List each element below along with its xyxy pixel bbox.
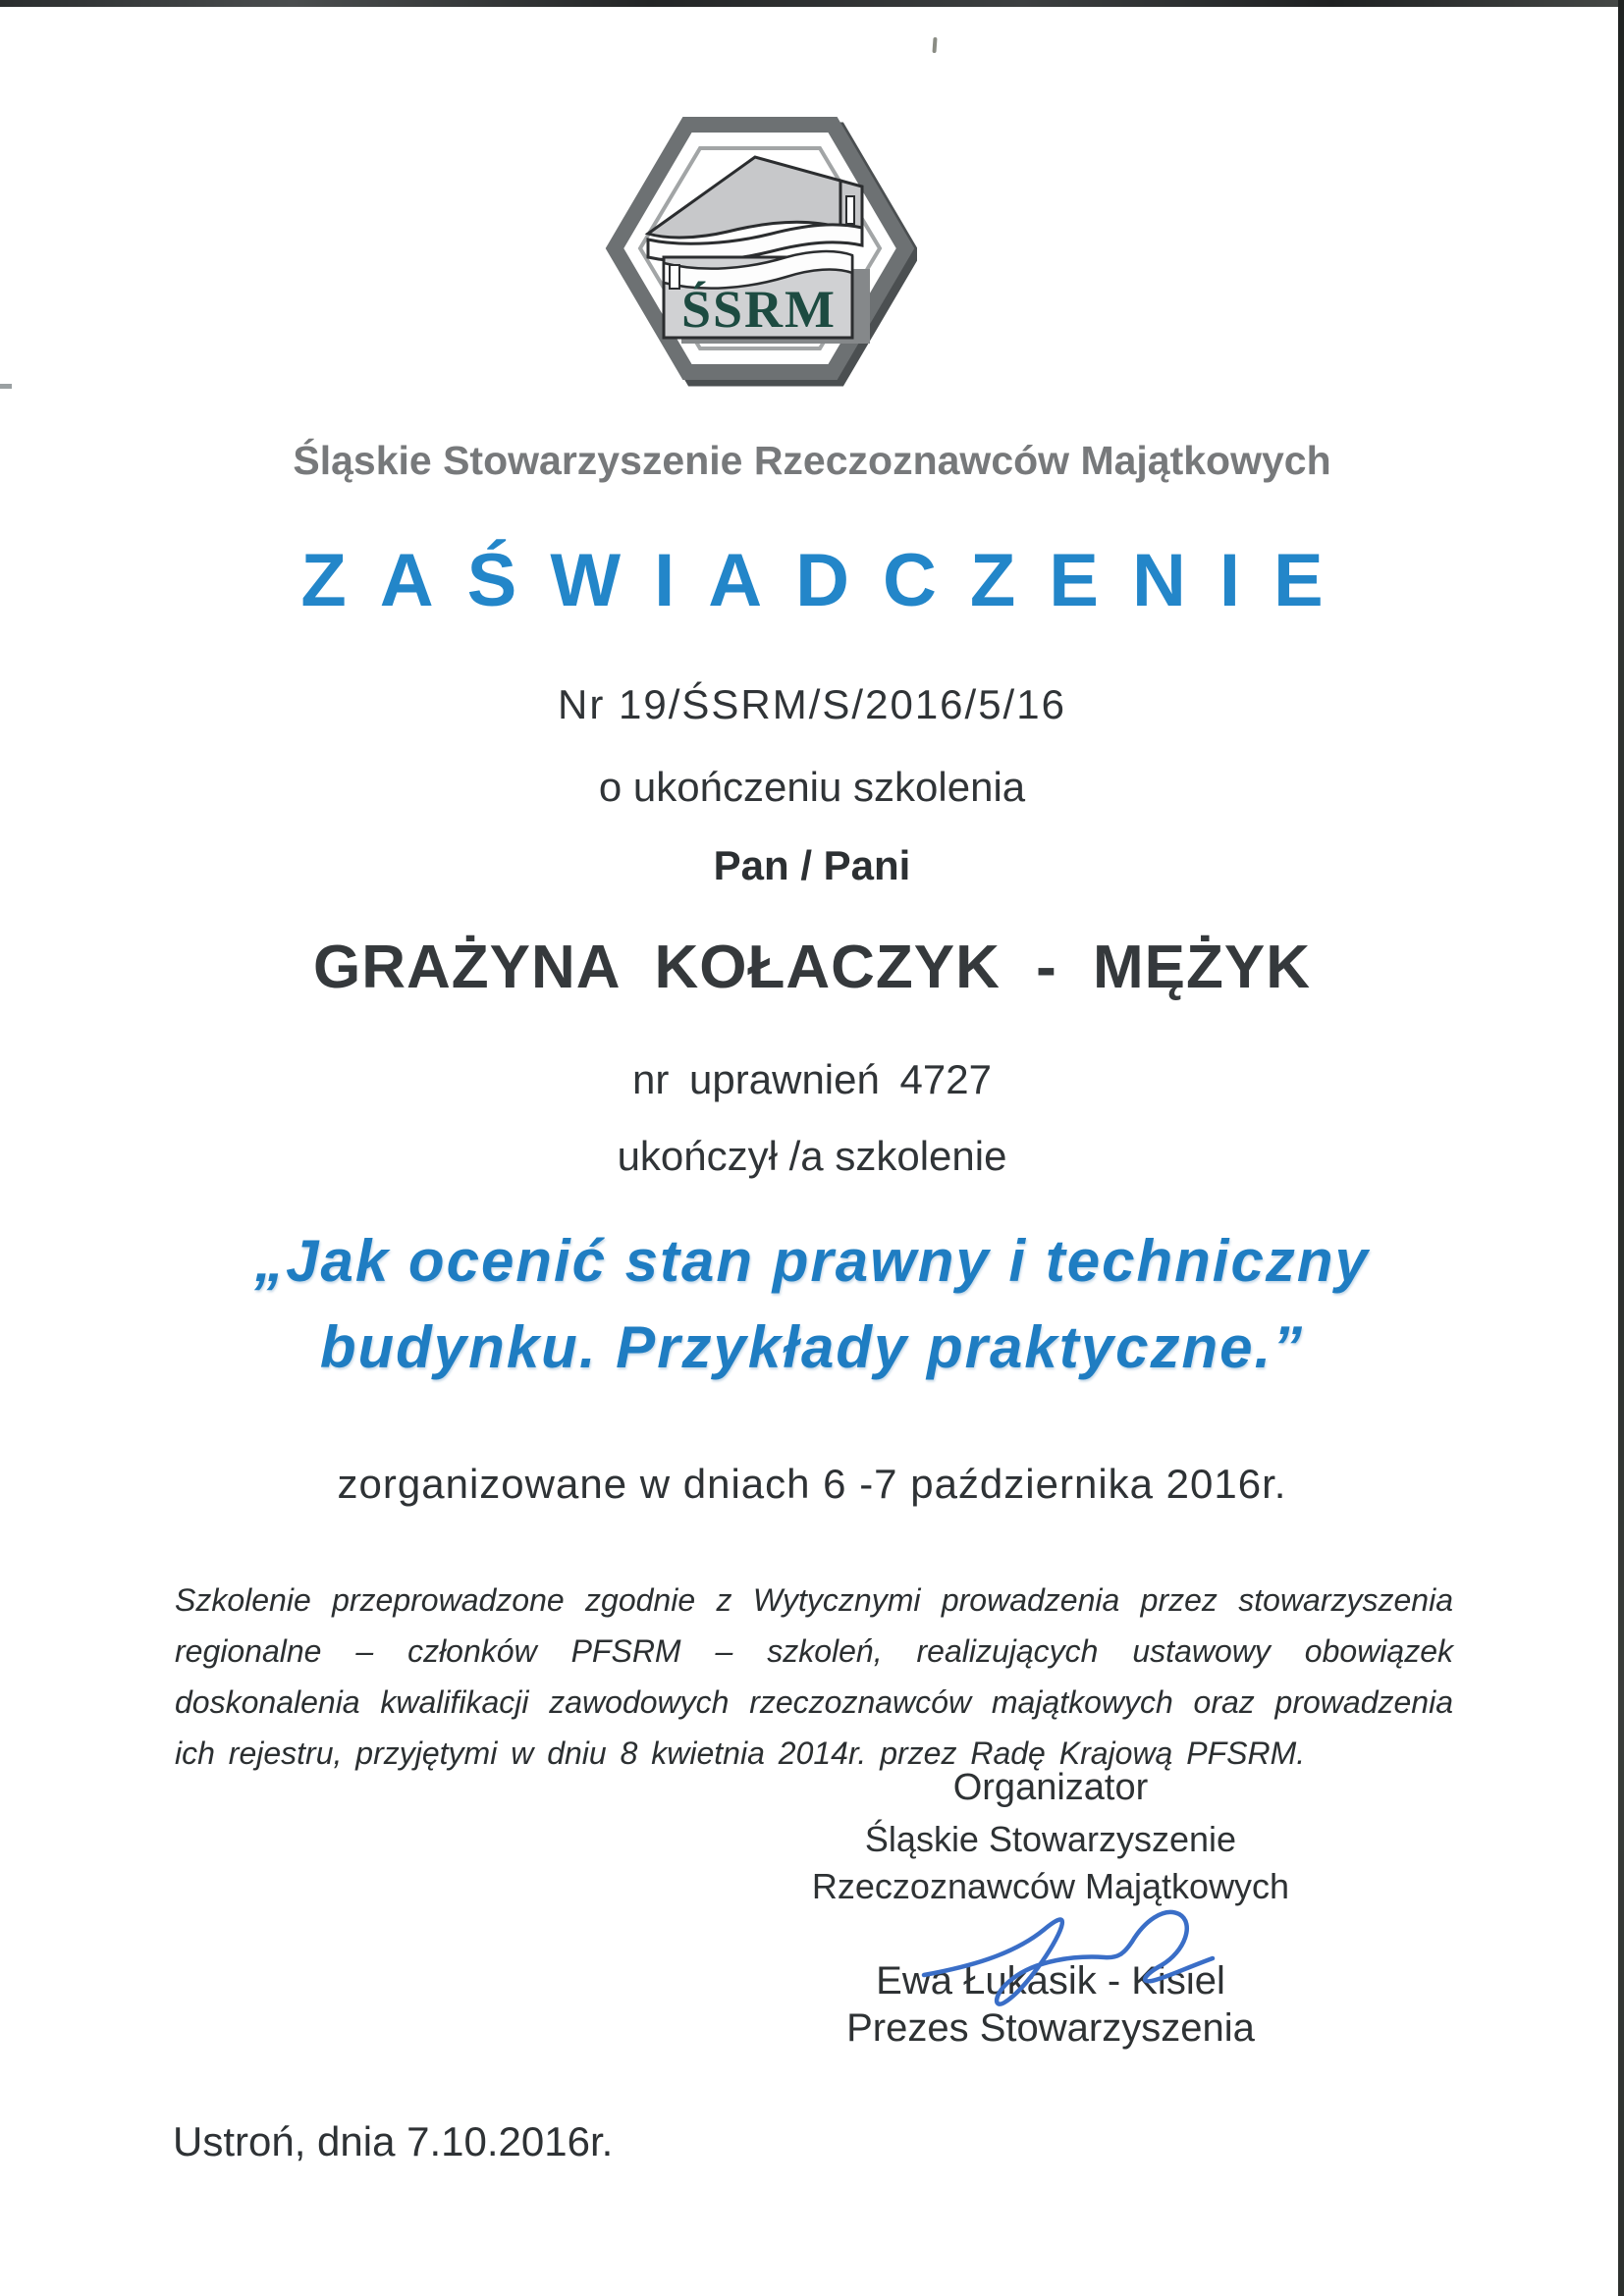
course-title-line2: budynku. Przykłady praktyczne.” (319, 1314, 1305, 1380)
signature-icon (918, 1896, 1242, 2014)
certificate-title: ZAŚWIADCZENIE (300, 539, 1357, 622)
certificate-number: Nr 19/ŚSRM/S/2016/5/16 (558, 681, 1066, 727)
scan-edge-top (0, 0, 1624, 7)
handwritten-signature (918, 1896, 1242, 2016)
legal-note: Szkolenie przeprowadzone zgodnie z Wytycznymi prowadzenia przez stowarzyszenia regionalne – członków PFSRM – szkoleń, realizujących ustawowy obowiązek doskonalenia kwalifikacji zawodowych rzeczoznawców majątkowych oraz prowadzenia ich rejestru, przyjętymi w dniu 8 kwietnia 2014r. przez Radę Krajową PFSRM. (175, 1582, 1453, 1771)
completed-line: ukończył /a szkolenie (617, 1133, 1007, 1179)
organizer-label: Organizator (952, 1767, 1149, 1808)
salutation: Pan / Pani (713, 842, 911, 888)
logo-acronym: ŚSRM (680, 280, 838, 339)
signer-title: Prezes Stowarzyszenia (846, 2006, 1255, 2050)
course-title-line1: „Jak ocenić stan prawny i techniczny (254, 1228, 1370, 1294)
organizer-block (795, 1767, 1306, 1913)
logo-roof-slot (846, 196, 854, 224)
place-and-date: Ustroń, dnia 7.10.2016r. (173, 2118, 614, 2164)
signer-name: Ewa Łukasik - Kisiel (876, 1959, 1225, 2002)
organizer-name-line2: Rzeczoznawców Majątkowych (811, 1866, 1290, 1906)
completion-intro: o ukończeniu szkolenia (598, 764, 1026, 810)
organizer-name-line1: Śląskie Stowarzyszenie (864, 1819, 1237, 1859)
organized-dates-line: zorganizowane w dniach 6 -7 października 2016r. (337, 1461, 1287, 1507)
signature-stroke (924, 1912, 1213, 2004)
license-number-line: nr uprawnień 4727 (632, 1056, 992, 1102)
ssrm-logo-icon (605, 108, 917, 391)
logo-body-slot (670, 265, 679, 289)
recipient-name: GRAŻYNA KOŁACZYK - MĘŻYK (313, 934, 1311, 1001)
organization-name: Śląskie Stowarzyszenie Rzeczoznawców Majątkowych (293, 438, 1331, 483)
scan-speck (932, 37, 937, 53)
ssrm-logo (605, 108, 917, 391)
scan-dash (0, 384, 12, 389)
